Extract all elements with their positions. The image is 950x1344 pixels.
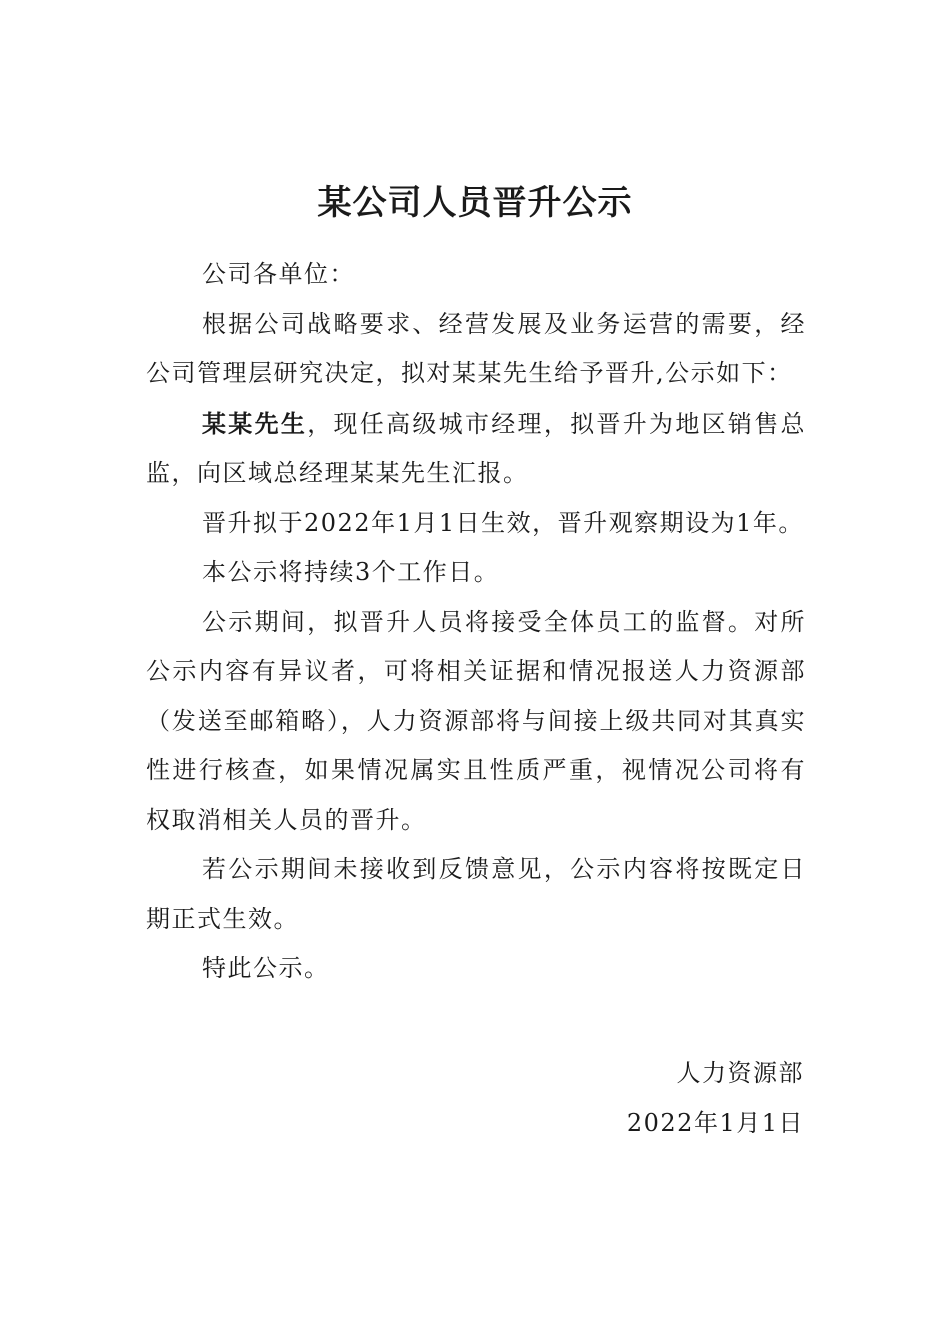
signature-date: 2022年1月1日 (626, 1109, 804, 1137)
promoted-person-name: 某某先生 (202, 408, 308, 438)
document-title: 某公司人员晋升公示 (317, 183, 633, 223)
promotion-details: ，现任高级城市经理，拟晋升为地区销售总监，向区域总经理某某先生汇报。 (146, 409, 807, 487)
paragraph-duration: 本公示将持续3个工作日。 (202, 558, 500, 586)
paragraph-effective-date: 晋升拟于2022年1月1日生效，晋升观察期设为1年。 (202, 508, 804, 537)
closing-text: 特此公示。 (202, 954, 330, 982)
paragraph-decision: 根据公司战略要求、经营发展及业务运营的需要，经公司管理层研究决定，拟对某某先生给予晋升,公示如下： (146, 309, 806, 387)
document-body (146, 250, 806, 994)
salutation: 公司各单位： (202, 260, 355, 288)
paragraph-no-feedback: 若公示期间未接收到反馈意见，公示内容将按既定日期正式生效。 (146, 855, 806, 933)
paragraph-supervision: 公示期间，拟晋升人员将接受全体员工的监督。对所公示内容有异议者，可将相关证据和情况报送人力资源部（发送至邮箱略），人力资源部将与间接上级共同对其真实性进行核查，如果情况属实且性质严重，视情况公司将有权取消相关人员的晋升。 (146, 607, 806, 834)
signature-block (627, 1048, 804, 1148)
signature-department: 人力资源部 (676, 1059, 804, 1087)
paragraph-promotion (146, 399, 806, 499)
